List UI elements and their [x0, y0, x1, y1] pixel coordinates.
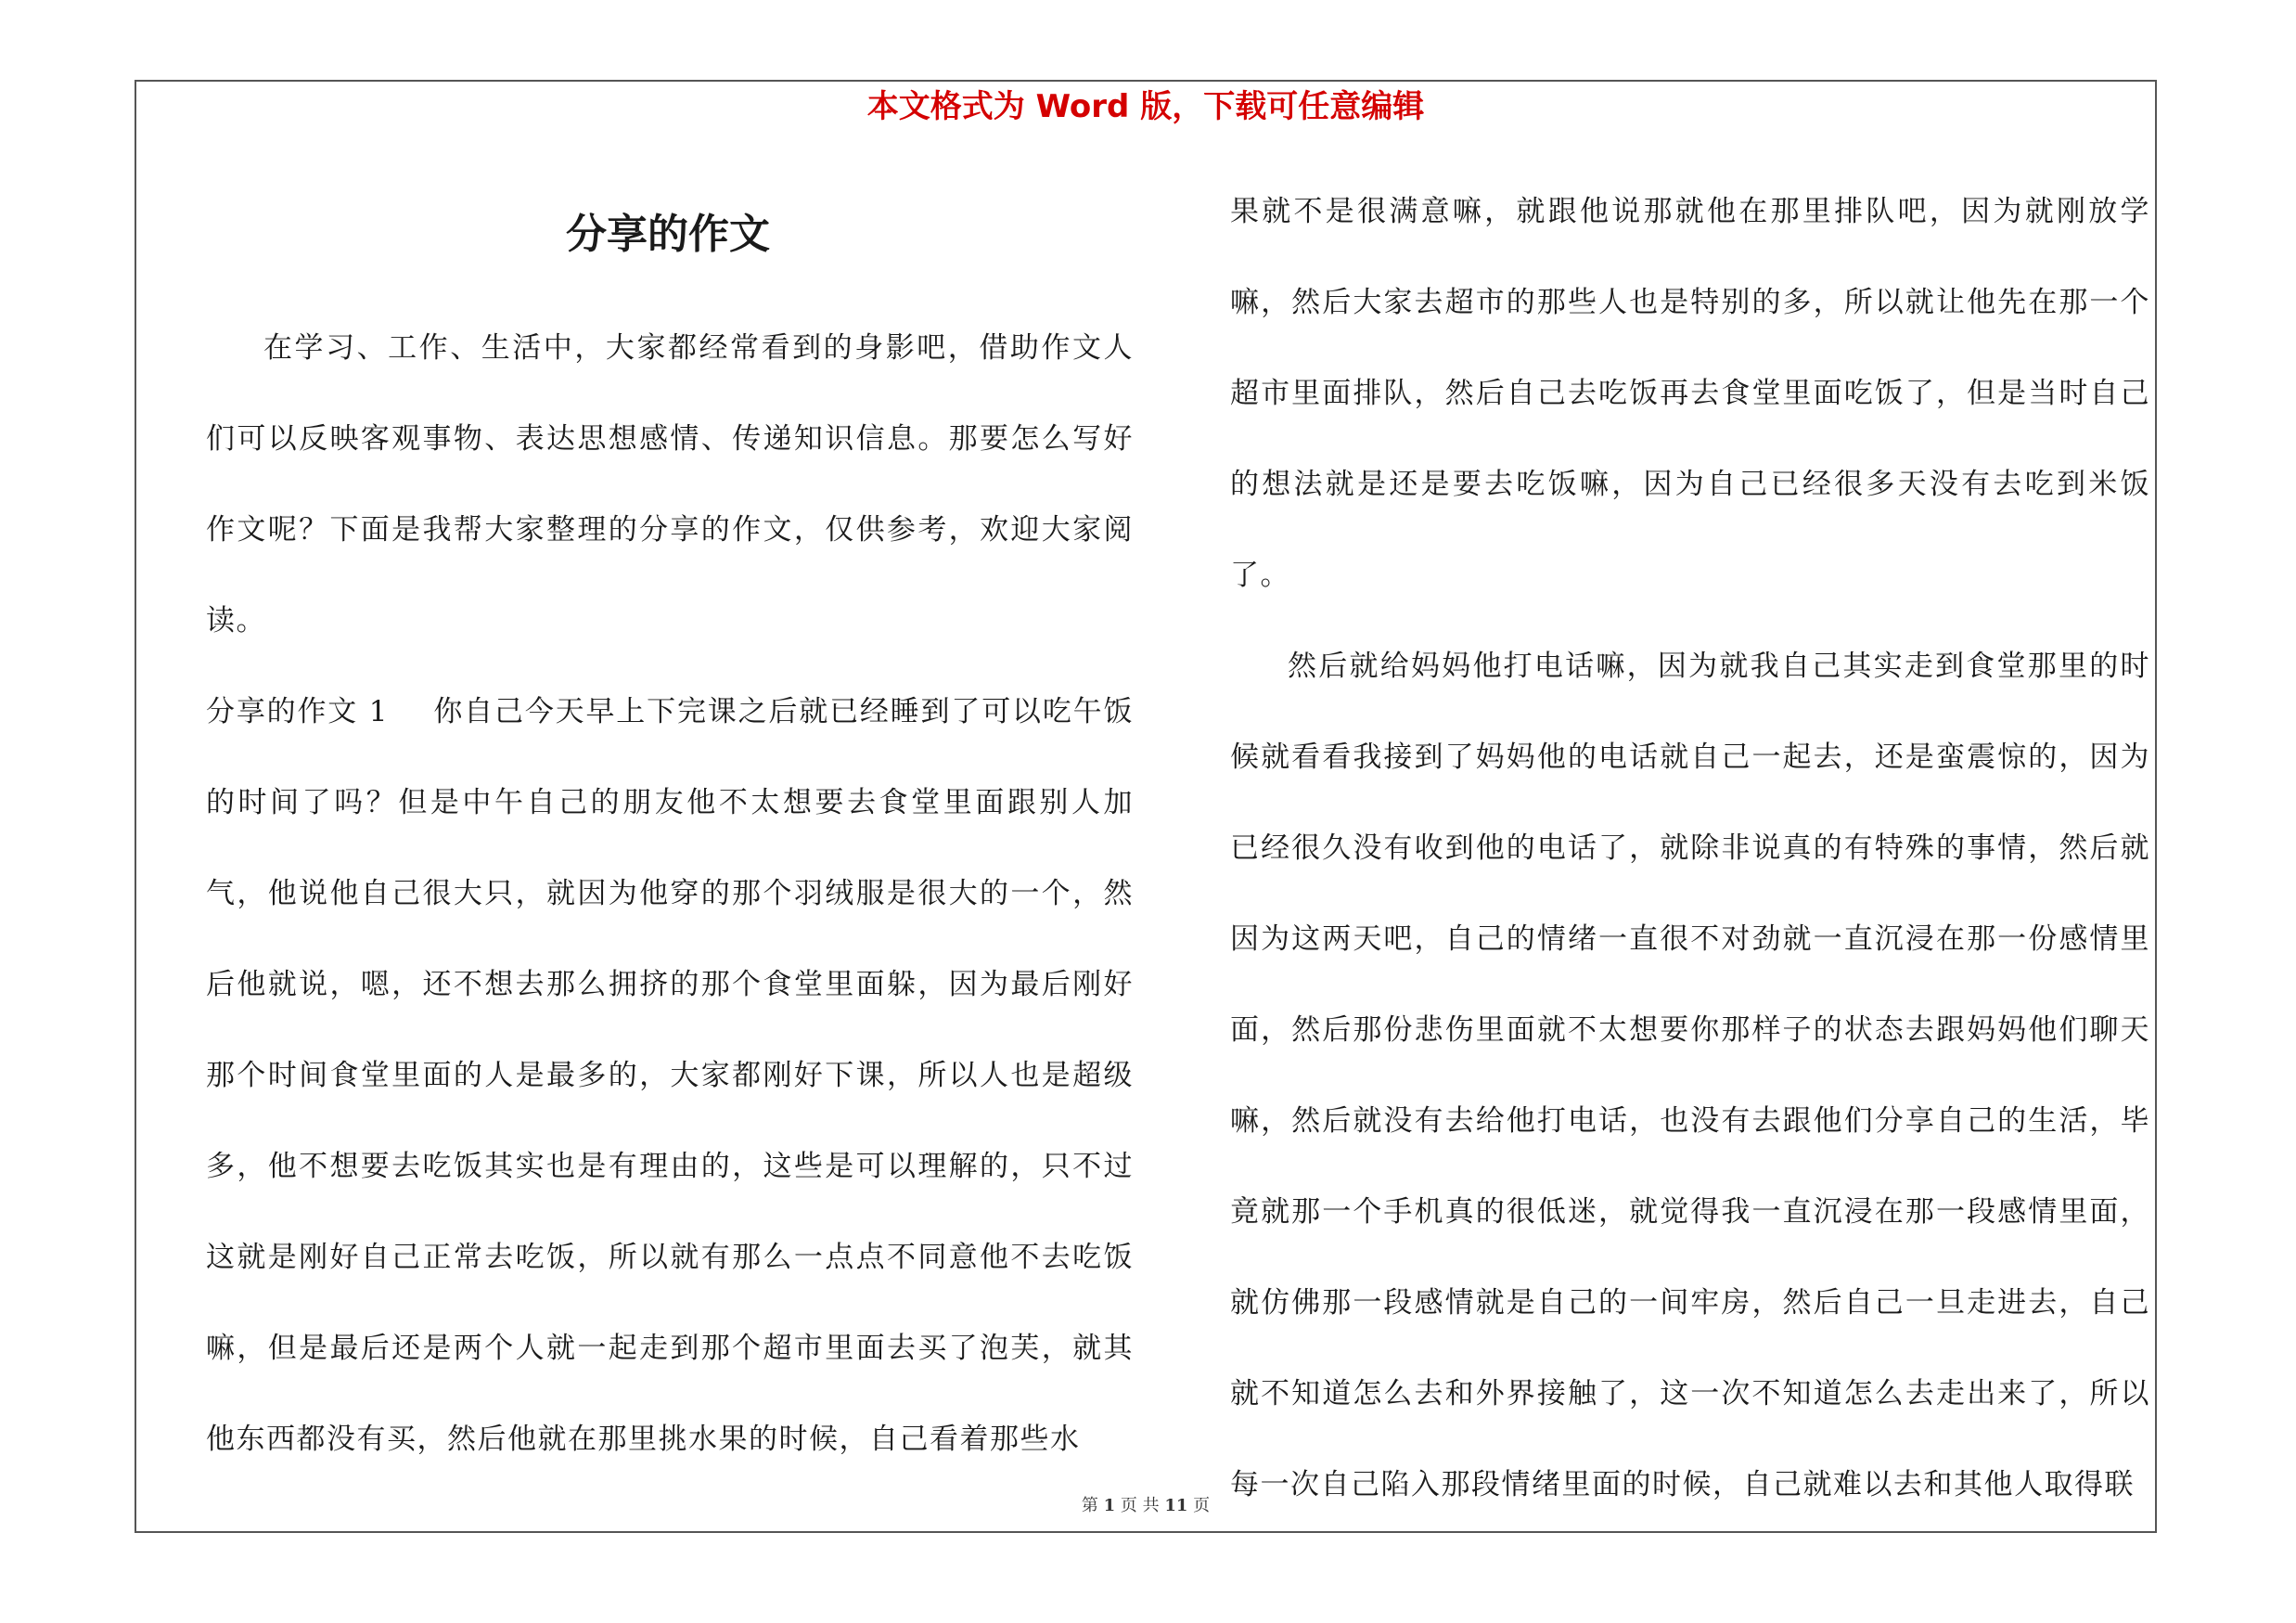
footer-suffix: 页 — [1193, 1496, 1211, 1515]
current-page-number: 1 — [1103, 1496, 1116, 1515]
section-body: 你自己今天早上下完课之后就已经睡到了可以吃午饭的时间了吗？但是中午自己的朋友他不太想要去食堂里面跟别人加气，他说他自己很大只，就因为他穿的那个羽绒服是很大的一个，然后他就说，嗯，还不想去那么拥挤的那个食堂里面躲，因为最后刚好那个时间食堂里面的人是最多的，大家都刚好下课，所以人也是超级多，他不想要去吃饭其实也是有理由的，这些是可以理解的，只不过这就是刚好自己正常去吃饭，所以就有那么一点点不同意他不去吃饭嘛，但是最后还是两个人就一起走到那个超市里面去买了泡芙，就其他东西都没有买，然后他就在那里挑水果的时候，自己看着那些水 — [206, 695, 1135, 1456]
document-title: 分享的作文 — [566, 211, 770, 258]
section-heading: 分享的作文 1 — [206, 695, 390, 728]
right-column — [1230, 166, 2150, 1530]
left-column — [206, 303, 1134, 1485]
body-paragraph-2: 然后就给妈妈他打电话嘛，因为就我自己其实走到食堂那里的时候就看看我接到了妈妈他的电话就自己一起去，还是蛮震惊的，因为已经很久没有收到他的电话了，就除非说真的有特殊的事情，然后就因为这两天吧，自己的情绪一直很不对劲就一直沉浸在那一份感情里面，然后那份悲伤里面就不太想要你那样子的状态去跟妈妈他们聊天嘛，然后就没有去给他打电话，也没有去跟他们分享自己的生活，毕竟就那一个手机真的很低迷，就觉得我一直沉浸在那一段感情里面，就仿佛那一段感情就是自己的一间牢房，然后自己一旦走进去，自己就不知道怎么去和外界接触了，这一次不知道怎么去走出来了，所以每一次自己陷入那段情绪里面的时候，自己就难以去和其他人取得联 — [1230, 650, 2150, 1501]
continuation-paragraph: 果就不是很满意嘛，就跟他说那就他在那里排队吧，因为就刚放学嘛，然后大家去超市的那些人也是特别的多，所以就让他先在那一个超市里面排队，然后自己去吃饭再去食堂里面吃饭了，但是当时自己的想法就是还是要去吃饭嘛，因为自己已经很多天没有去吃到米饭了。 — [1230, 195, 2150, 592]
total-page-count: 11 — [1164, 1496, 1188, 1515]
footer-middle: 页 共 — [1120, 1496, 1160, 1515]
word-format-banner: 本文格式为 Word 版，下载可任意编辑 — [866, 88, 1425, 125]
intro-paragraph: 在学习、工作、生活中，大家都经常看到的身影吧，借助作文人们可以反映客观事物、表达思想感情、传递知识信息。那要怎么写好作文呢？下面是我帮大家整理的分享的作文，仅供参考，欢迎大家阅读。 — [206, 331, 1134, 638]
page-footer — [135, 1493, 2157, 1519]
section-paragraph — [206, 666, 1134, 1485]
footer-prefix: 第 — [1081, 1496, 1098, 1515]
